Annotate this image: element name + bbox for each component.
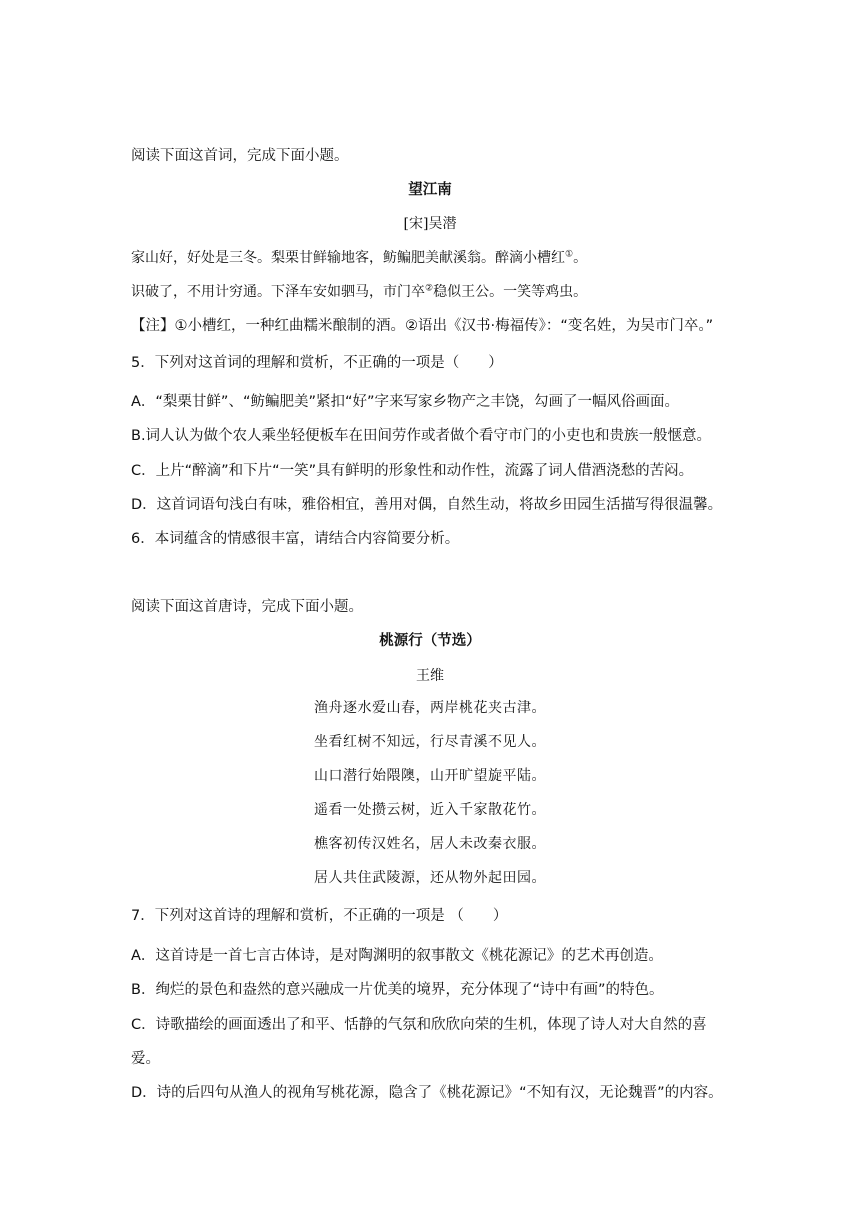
poem1-author: [宋]吴潜 [403,216,457,232]
question-7-option-b: B．绚烂的景色和盎然的意兴融成一片优美的境界，充分体现了“诗中有画”的特色。 [131,982,664,998]
poem2-line-4: 遥看一处攒云树，近入千家散花竹。 [314,802,546,818]
question-5-option-c: C．上片“醉滴”和下片“一笑”具有鲜明的形象性和动作性，流露了词人借酒浇愁的苦闷。 [131,463,694,479]
poem1-line-2-b: 稳似王公。一笑等鸡虫。 [433,284,588,300]
poem1-line-1-end: 。 [573,250,588,266]
poem1-line-1 [131,248,751,268]
footnote-ref-2: ② [425,283,434,294]
question-7-option-c-continued: 爱。 [131,1051,160,1067]
question-7: 7．下列对这首诗的理解和赏析，不正确的一项是 （ ） [131,908,508,924]
poem2-line-2: 坐看红树不知远，行尽青溪不见人。 [314,734,546,750]
section1-intro: 阅读下面这首词，完成下面小题。 [131,148,349,164]
poem1-line-2-a: 识破了，不用计穷通。下泽车安如驷马，市门卒 [131,284,425,300]
question-5-option-b: B.词人认为做个农人乘坐轻便板车在田间劳作或者做个看守市门的小吏也和贵族一般惬意。 [131,428,712,444]
question-7-option-c: C．诗歌描绘的画面透出了和平、恬静的气氛和欣欣向荣的生机，体现了诗人对大自然的喜 [131,1017,707,1033]
poem1-note: 【注】①小槽红，一种红曲糯米酿制的酒。②语出《汉书·梅福传》：“变名姓，为吴市门卒。” [131,318,714,334]
footnote-ref-1: ① [565,249,574,260]
poem2-line-1: 渔舟逐水爱山春，两岸桃花夹古津。 [314,700,546,716]
poem1-title: 望江南 [408,182,452,198]
poem2-line-3: 山口潜行始隈隩，山开旷望旋平陆。 [314,768,546,784]
poem2-line-5: 樵客初传汉姓名，居人未改秦衣服。 [314,836,546,852]
poem2-author: 王维 [416,668,444,684]
poem2-line-6: 居人共住武陵源，还从物外起田园。 [314,870,546,886]
section2-intro: 阅读下面这首唐诗，完成下面小题。 [131,599,363,615]
question-5-option-d: D．这首词语句浅白有味，雅俗相宜，善用对偶，自然生动，将故乡田园生活描写得很温馨。 [131,497,723,513]
question-7-option-a: A．这首诗是一首七言古体诗，是对陶渊明的叙事散文《桃花源记》的艺术再创造。 [131,948,663,964]
poem2-title: 桃源行（节选） [379,633,481,649]
question-6: 6．本词蕴含的情感很丰富，请结合内容简要分析。 [131,531,460,547]
question-7-option-d: D．诗的后四句从渔人的视角写桃花源，隐含了《桃花源记》“不知有汉，无论魏晋”的内容。 [131,1085,723,1101]
poem1-line-1-text: 家山好，好处是三冬。梨栗甘鲜输地客，鲂鳊肥美献溪翁。醉滴小槽红 [131,250,565,266]
poem1-line-2 [131,282,751,302]
question-5: 5．下列对这首词的理解和赏析，不正确的一项是（ ） [131,355,503,371]
question-5-option-a: A．“梨栗甘鲜”、“鲂鳊肥美”紧扣“好”字来写家乡物产之丰饶，勾画了一幅风俗画面。 [131,394,679,410]
